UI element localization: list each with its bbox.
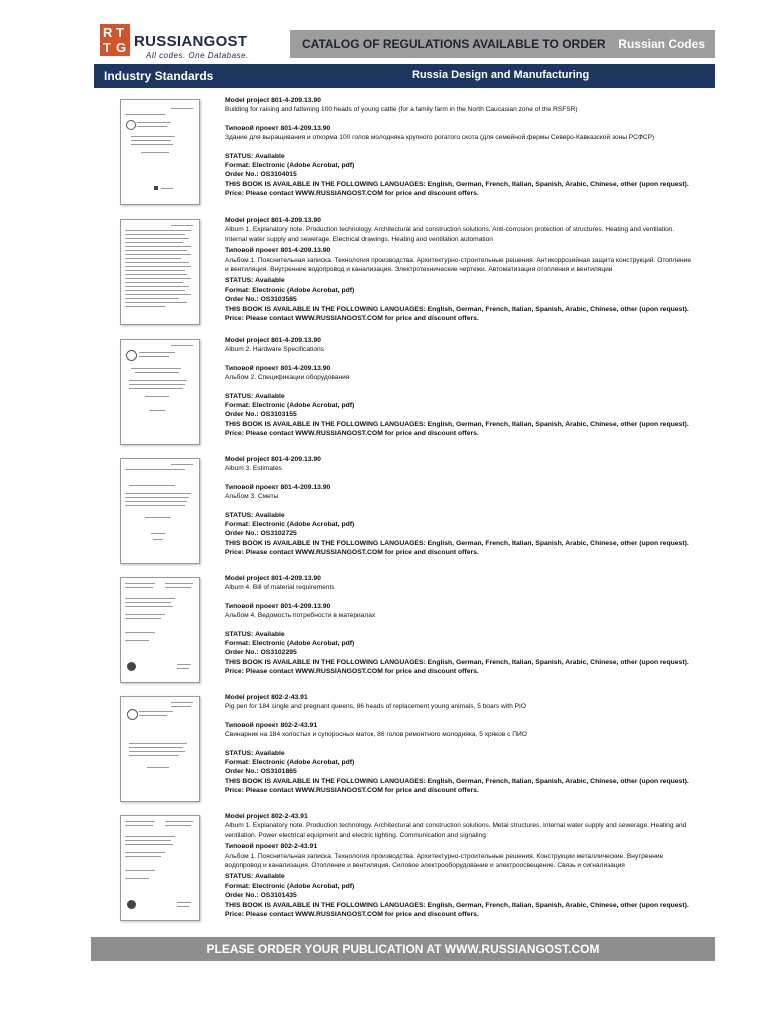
brand-tagline: All codes. One Database. <box>146 51 249 60</box>
entry-details <box>225 336 695 439</box>
entry-details <box>225 96 695 199</box>
entry-title-en: Model project 801-4-209.13.90 <box>225 337 321 344</box>
entry-description-en: Pig pen for 184 single and pregnant queens, 86 heads of replacement young animals, 5 boars with PIO <box>225 703 526 711</box>
entry-languages: THIS BOOK IS AVAILABLE IN THE FOLLOWING LANGUAGES: English, German, French, Italian, Spanish, Arabic, Chinese, other (upon request). <box>225 901 689 909</box>
entry-languages: THIS BOOK IS AVAILABLE IN THE FOLLOWING LANGUAGES: English, German, French, Italian, Spanish, Arabic, Chinese, other (upon request). <box>225 777 689 785</box>
entry-languages: THIS BOOK IS AVAILABLE IN THE FOLLOWING LANGUAGES: English, German, French, Italian, Spanish, Arabic, Chinese, other (upon request). <box>225 658 689 666</box>
entry-details <box>225 812 695 919</box>
entry-status: STATUS: Available <box>225 392 285 400</box>
document-thumbnail[interactable] <box>120 815 200 921</box>
entry-price: Price: Please contact WWW.RUSSIANGOST.COM for price and discount offers. <box>225 911 479 919</box>
document-thumbnail[interactable] <box>120 696 200 802</box>
logo-letter-g: G <box>116 40 127 55</box>
entry-title-en: Model project 801-4-209.13.90 <box>225 575 321 582</box>
entry-price: Price: Please contact WWW.RUSSIANGOST.COM for price and discount offers. <box>225 315 479 323</box>
entry-description-ru: Свинарник на 184 холостых и супоросных маток, 86 голов ремонтного молодняка, 5 хряков с ПИО <box>225 731 527 739</box>
entry-details <box>225 216 695 323</box>
entry-title-ru: Типовой проект 801-4-209.13.90 <box>225 483 331 491</box>
entry-details <box>225 455 695 558</box>
entry-order-number: Order No.: OS3102725 <box>225 530 297 538</box>
entry-description-ru: Альбом 1. Пояснительная записка. Технология производства. Архитектурно-строительные решения. Конструкции металлические. Внутренние водопровод и канализация. Отопление и вентиляция. Силовое электрооборудование и электроосвещение. Связь и сигнализация <box>225 852 664 870</box>
entry-title-ru: Типовой проект 801-4-209.13.90 <box>225 364 331 372</box>
section-russia-design: Russia Design and Manufacturing <box>412 69 590 81</box>
entry-details <box>225 574 695 677</box>
entry-format: Format: Electronic (Adobe Acrobat, pdf) <box>225 521 355 529</box>
entry-format: Format: Electronic (Adobe Acrobat, pdf) <box>225 162 355 170</box>
entry-format: Format: Electronic (Adobe Acrobat, pdf) <box>225 759 355 767</box>
entry-description-en: Album 1. Explanatory note. Production technology. Architectural and construction solutions. Anti-corrosion protection of structures. Heating and ventilation. Internal water supply and sewerage. Electrical drawings. Heating and ventilation automation <box>225 226 675 243</box>
catalog-title: CATALOG OF REGULATIONS AVAILABLE TO ORDER <box>302 37 606 51</box>
entry-price: Price: Please contact WWW.RUSSIANGOST.COM for price and discount offers. <box>225 190 479 198</box>
document-thumbnail[interactable] <box>120 458 200 564</box>
order-footer-bar[interactable] <box>91 937 715 961</box>
logo-letter-t: T <box>116 25 124 40</box>
entry-description-en: Album 4. Bill of material requirements <box>225 584 335 592</box>
entry-title-en: Model project 801-4-209.13.90 <box>225 217 321 224</box>
entry-title-ru: Типовой проект 802-2-43.91 <box>225 843 318 851</box>
entry-status: STATUS: Available <box>225 873 285 881</box>
entry-format: Format: Electronic (Adobe Acrobat, pdf) <box>225 402 355 410</box>
entry-price: Price: Please contact WWW.RUSSIANGOST.COM for price and discount offers. <box>225 430 479 438</box>
logo-letter-t2: T <box>103 40 111 55</box>
entry-description-ru: Альбом 4. Ведомость потребности в материалах <box>225 612 376 620</box>
logo-mark <box>100 24 130 56</box>
entry-description-ru: Альбом 2. Спецификации оборудования <box>225 374 350 382</box>
entry-title-ru: Типовой проект 802-2-43.91 <box>225 721 318 729</box>
entry-order-number: Order No.: OS3103585 <box>225 296 297 304</box>
entry-status: STATUS: Available <box>225 152 285 160</box>
entry-title-ru: Типовой проект 801-4-209.13.90 <box>225 124 331 132</box>
entry-title-en: Model project 801-4-209.13.90 <box>225 97 321 104</box>
entry-description-ru: Альбом 3. Сметы <box>225 493 279 501</box>
entry-languages: THIS BOOK IS AVAILABLE IN THE FOLLOWING LANGUAGES: English, German, French, Italian, Spanish, Arabic, Chinese, other (upon request). <box>225 180 689 188</box>
entry-price: Price: Please contact WWW.RUSSIANGOST.COM for price and discount offers. <box>225 549 479 557</box>
entry-status: STATUS: Available <box>225 277 285 285</box>
entry-details <box>225 693 695 796</box>
entry-title-ru: Типовой проект 801-4-209.13.90 <box>225 602 331 610</box>
document-thumbnail[interactable] <box>120 339 200 445</box>
entry-order-number: Order No.: OS3104015 <box>225 171 297 179</box>
entry-order-number: Order No.: OS3101865 <box>225 768 297 776</box>
entry-title-en: Model project 801-4-209.13.90 <box>225 456 321 463</box>
document-thumbnail[interactable] <box>120 99 200 205</box>
russian-codes-label: Russian Codes <box>618 37 705 51</box>
entry-order-number: Order No.: OS3101435 <box>225 892 297 900</box>
entry-format: Format: Electronic (Adobe Acrobat, pdf) <box>225 286 355 294</box>
entry-price: Price: Please contact WWW.RUSSIANGOST.COM for price and discount offers. <box>225 787 479 795</box>
entry-description-en: Album 3. Estimates <box>225 465 282 473</box>
entry-price: Price: Please contact WWW.RUSSIANGOST.COM for price and discount offers. <box>225 668 479 676</box>
catalog-header-bar <box>290 30 715 58</box>
entry-description-en: Album 2. Hardware Specifications <box>225 346 324 354</box>
entry-description-ru: Здание для выращивания и откорма 100 голов молодняка крупного рогатого скота (для семейной фермы Северо-Кавказской зоны РСФСР) <box>225 134 655 142</box>
entry-format: Format: Electronic (Adobe Acrobat, pdf) <box>225 882 355 890</box>
document-thumbnail[interactable] <box>120 577 200 683</box>
section-bar <box>94 64 715 88</box>
entry-description-en: Album 1. Explanatory note. Production technology. Architectural and construction solutions. Metal structures. Internal water supply and sewerage. Heating and ventilation. Power electrical equipment and electric lighting. Communication and signaling <box>225 822 687 839</box>
brand-name: RUSSIANGOST <box>134 33 248 50</box>
entry-title-ru: Типовой проект 801-4-209.13.90 <box>225 247 331 255</box>
entry-status: STATUS: Available <box>225 749 285 757</box>
order-footer-text[interactable]: PLEASE ORDER YOUR PUBLICATION AT WWW.RUSSIANGOST.COM <box>206 942 600 956</box>
entry-languages: THIS BOOK IS AVAILABLE IN THE FOLLOWING LANGUAGES: English, German, French, Italian, Spanish, Arabic, Chinese, other (upon request). <box>225 420 689 428</box>
entry-description-ru: Альбом 1. Пояснительная записка. Технология производства. Архитектурно-строительные решения. Антикоррозийная защита конструкций. Отопление и вентиляция. Внутренние водопровод и канализация. Электротехнические чертежи. Автоматизация отопления и вентиляции <box>225 256 692 274</box>
entry-description-en: Building for raising and fattening 100 heads of young cattle (for a family farm in the North Caucasian zone of the RSFSR) <box>225 106 578 114</box>
logo-letter-r: R <box>103 25 113 40</box>
document-thumbnail[interactable] <box>120 219 200 325</box>
entry-order-number: Order No.: OS3103155 <box>225 411 297 419</box>
entry-languages: THIS BOOK IS AVAILABLE IN THE FOLLOWING LANGUAGES: English, German, French, Italian, Spanish, Arabic, Chinese, other (upon request). <box>225 305 689 313</box>
entry-format: Format: Electronic (Adobe Acrobat, pdf) <box>225 640 355 648</box>
entry-status: STATUS: Available <box>225 630 285 638</box>
entry-order-number: Order No.: OS3102295 <box>225 649 297 657</box>
entry-title-en: Model project 802-2-43.91 <box>225 813 308 820</box>
entry-title-en: Model project 802-2-43.91 <box>225 694 308 701</box>
entry-languages: THIS BOOK IS AVAILABLE IN THE FOLLOWING LANGUAGES: English, German, French, Italian, Spanish, Arabic, Chinese, other (upon request). <box>225 539 689 547</box>
entry-status: STATUS: Available <box>225 511 285 519</box>
section-industry-standards: Industry Standards <box>104 69 214 83</box>
